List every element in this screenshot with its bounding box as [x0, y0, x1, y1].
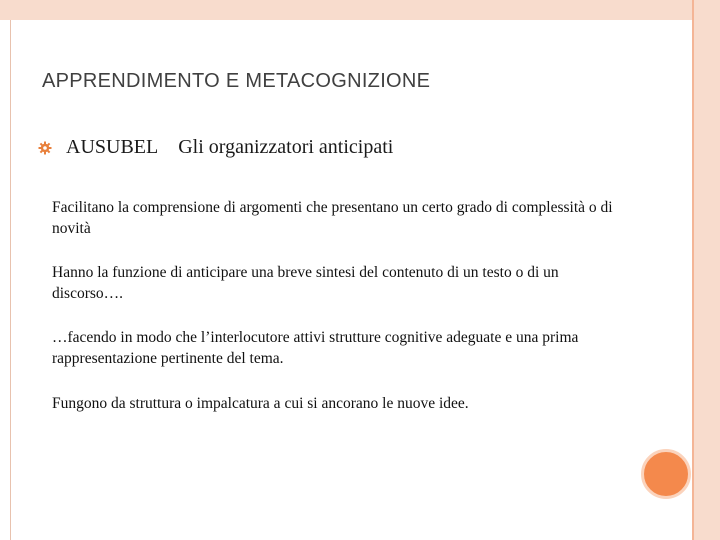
bullet-heading: [38, 136, 393, 159]
bullet-lead-text: AUSUBEL: [66, 136, 159, 158]
right-decorative-line: [692, 0, 694, 540]
decorative-orange-circle: [641, 449, 691, 499]
slide-title: APPRENDIMENTO E METACOGNIZIONE: [42, 70, 431, 92]
left-decorative-line: [10, 20, 11, 540]
gear-bullet-icon: [38, 141, 52, 155]
top-decorative-band: [0, 0, 720, 20]
paragraph-4: Fungono da struttura o impalcatura a cui si ancorano le nuove idee.: [52, 395, 469, 412]
paragraph-2: Hanno la funzione di anticipare una breve sintesi del contenuto di un testo o di un discorso….: [52, 264, 559, 302]
paragraph-3: …facendo in modo che l’interlocutore attivi strutture cognitive adeguate e una prima rappresentazione pertinente del tema.: [52, 329, 579, 367]
paragraph-1: Facilitano la comprensione di argomenti che presentano un certo grado di complessità o di novità: [52, 199, 613, 237]
right-decorative-band: [692, 0, 720, 540]
bullet-text: Gli organizzatori anticipati: [178, 136, 394, 158]
